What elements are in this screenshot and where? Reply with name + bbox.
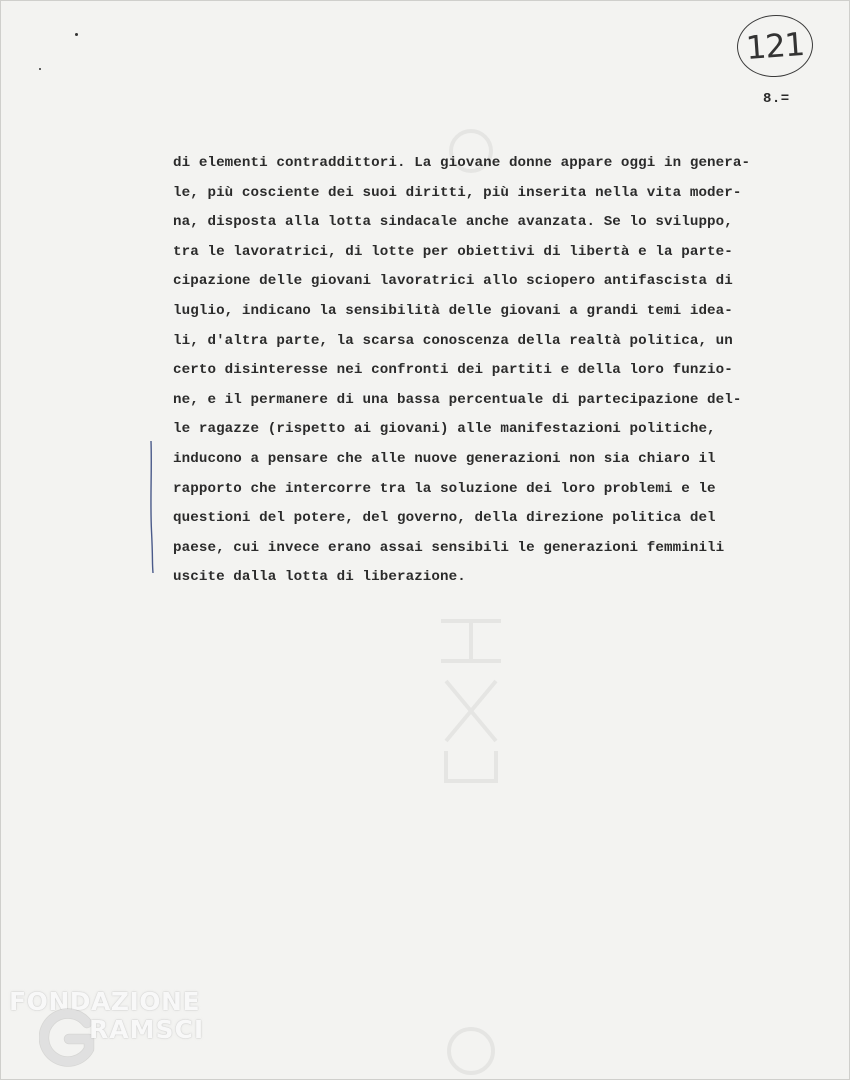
logo-g-glyph: [39, 1007, 95, 1069]
text-line: questioni del potere, del governo, della direzione politica del: [173, 510, 716, 527]
margin-pencil-line: [148, 441, 156, 573]
typed-paragraph: [173, 149, 850, 593]
logo-text-line1: FONDAZIONE: [9, 987, 201, 1016]
text-line: certo disinteresse nei confronti dei partiti e della loro funzio-: [173, 362, 733, 379]
text-line: paese, cui invece erano assai sensibili le generazioni femminili: [173, 539, 725, 556]
text-line: tra le lavoratrici, di lotte per obiettivi di libertà e la parte-: [173, 243, 733, 260]
sheet-number: 8.=: [763, 91, 790, 107]
text-line: ne, e il permanere di una bassa percentuale di partecipazione del-: [173, 391, 742, 408]
text-line: uscite dalla lotta di liberazione.: [173, 569, 466, 586]
text-line: luglio, indicano la sensibilità delle giovani a grandi temi idea-: [173, 302, 733, 319]
text-line: li, d'altra parte, la scarsa conoscenza della realtà politica, un: [173, 332, 733, 349]
archive-page-number: [735, 12, 815, 79]
ink-speck: [39, 68, 41, 70]
fondazione-gramsci-logo: [5, 987, 215, 1077]
text-line: di elementi contraddittori. La giovane donne appare oggi in genera-: [173, 155, 751, 171]
text-line: le, più cosciente dei suoi diritti, più inserita nella vita moder-: [173, 184, 742, 201]
text-line: rapporto che intercorre tra la soluzione dei loro problemi e le: [173, 480, 716, 497]
text-line: cipazione delle giovani lavoratrici allo sciopero antifascista di: [173, 273, 733, 290]
archive-page-number-text: 121: [744, 25, 806, 67]
ink-speck: [75, 33, 78, 36]
text-line: le ragazze (rispetto ai giovani) alle manifestazioni politiche,: [173, 421, 716, 438]
text-line: na, disposta alla lotta sindacale anche avanzata. Se lo sviluppo,: [173, 214, 733, 231]
text-line: inducono a pensare che alle nuove generazioni non sia chiaro il: [173, 450, 716, 467]
logo-text-line2: RAMSCI: [89, 1015, 205, 1044]
